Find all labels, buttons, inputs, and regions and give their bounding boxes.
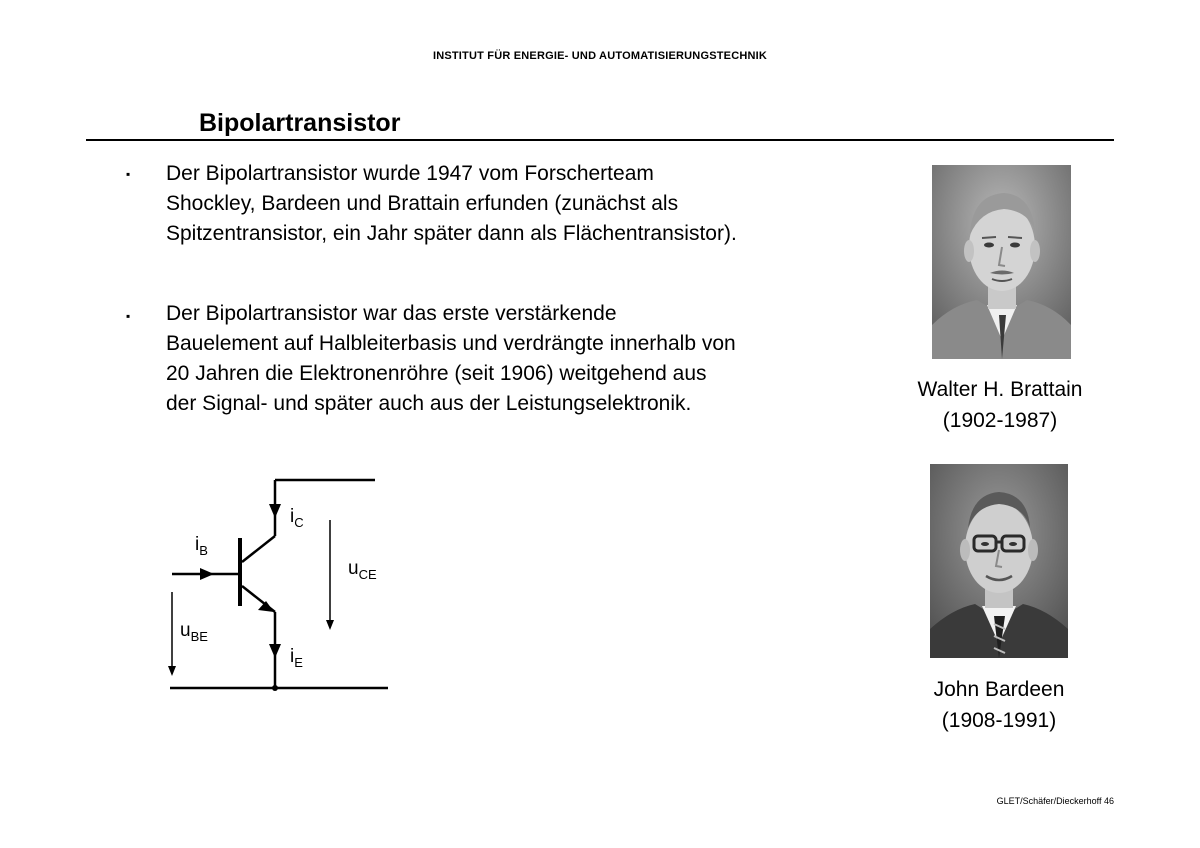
bullet-marker: ▪ xyxy=(126,167,131,181)
label-ib: $i_B$ xyxy=(195,534,208,558)
label-ube: $u_{BE}$ xyxy=(180,620,208,644)
portrait-name: John Bardeen xyxy=(933,678,1065,701)
bullet-line: 20 Jahren die Elektronenröhre (seit 1906) weitgehend aus xyxy=(166,362,707,385)
bullet-marker: ▪ xyxy=(126,309,131,323)
bullet-paragraph-invention xyxy=(166,159,876,249)
portrait-years: (1902-1987) xyxy=(942,409,1058,432)
slide-title: Bipolartransistor xyxy=(199,109,401,137)
title-underline xyxy=(86,139,1114,141)
label-ie: $i_E$ xyxy=(290,646,303,670)
bullet-line: Shockley, Bardeen und Brattain erfunden (zunächst als xyxy=(166,192,679,215)
bullet-paragraph-significance xyxy=(166,299,876,419)
bullet-line: Bauelement auf Halbleiterbasis und verdrängte innerhalb von xyxy=(166,332,736,355)
bullet-line: Der Bipolartransistor war das erste verstärkende xyxy=(166,302,617,325)
institute-header: INSTITUT FÜR ENERGIE- UND AUTOMATISIERUNGSTECHNIK xyxy=(432,50,768,62)
portrait-brattain-photo xyxy=(932,165,1071,359)
portrait-years: (1908-1991) xyxy=(941,709,1057,732)
label-ic: $i_C$ xyxy=(290,506,304,530)
bullet-line: Spitzentransistor, ein Jahr später dann als Flächentransistor). xyxy=(166,222,737,245)
footer-page-ref: GLET/Schäfer/Dieckerhoff 46 xyxy=(996,796,1114,806)
label-uce: $u_{CE}$ xyxy=(348,558,377,582)
transistor-circuit-diagram xyxy=(150,470,410,700)
bullet-line: der Signal- und später auch aus der Leistungselektronik. xyxy=(166,392,692,415)
bullet-line: Der Bipolartransistor wurde 1947 vom Forscherteam xyxy=(166,162,654,185)
portrait-bardeen-caption xyxy=(879,674,1119,736)
portrait-bardeen-photo xyxy=(930,464,1068,658)
portrait-brattain-caption xyxy=(880,374,1120,436)
portrait-name: Walter H. Brattain xyxy=(917,378,1083,401)
